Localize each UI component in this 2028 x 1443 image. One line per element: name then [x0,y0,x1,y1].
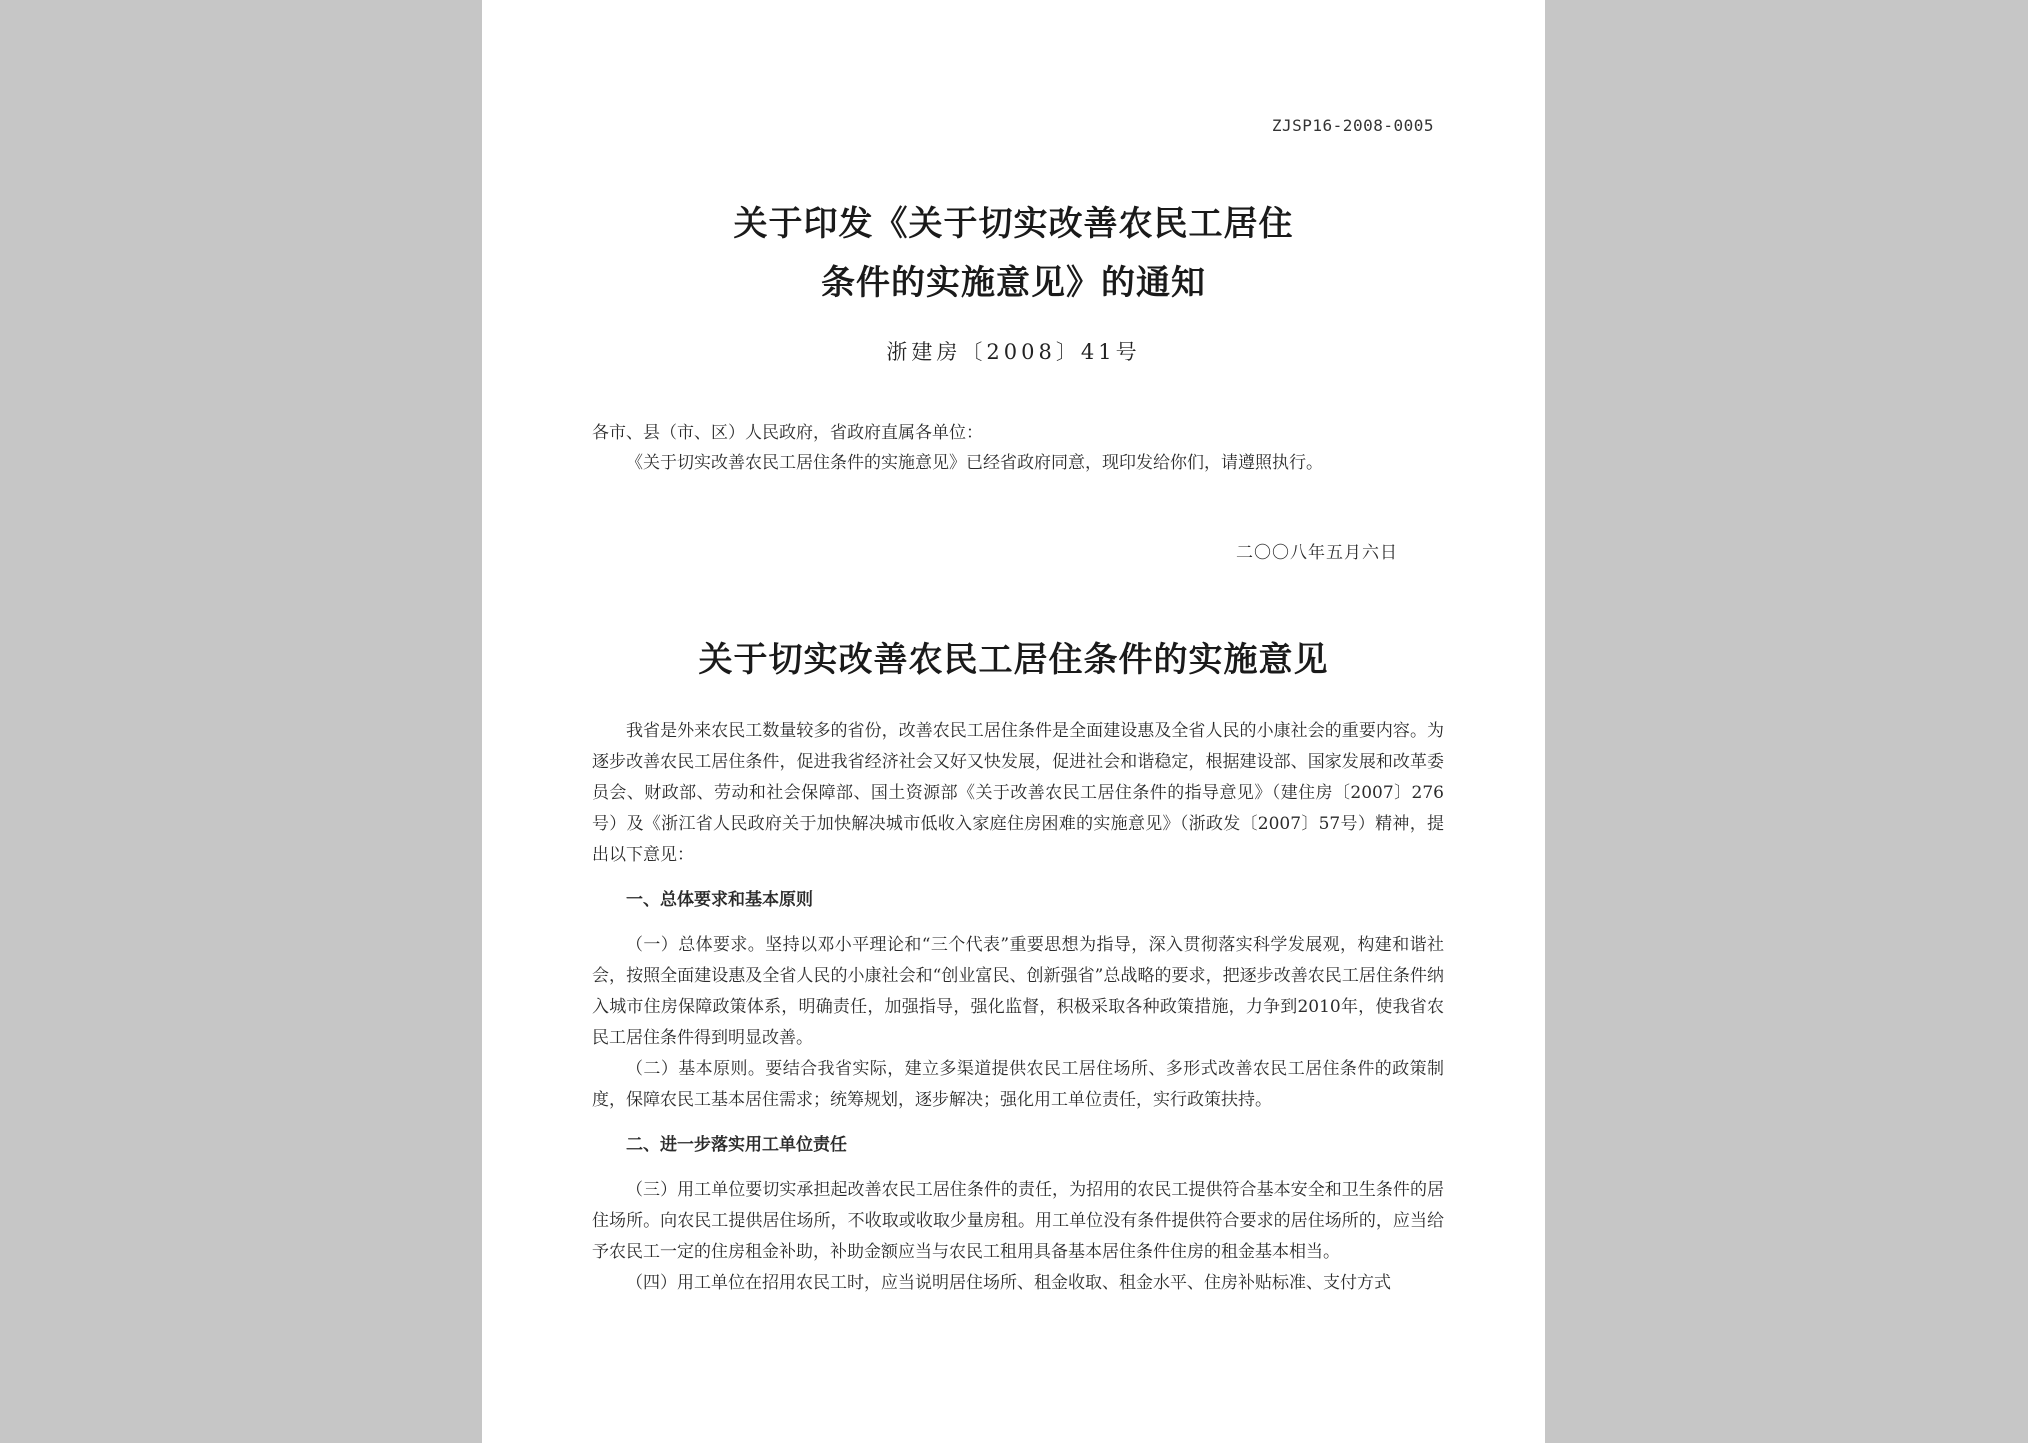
document-page [482,0,1545,1443]
document-number: 浙建房〔2008〕41号 [886,340,1141,364]
section-1-paragraph-2: （二）基本原则。要结合我省实际，建立多渠道提供农民工居住场所、多形式改善农民工居住条件的政策制度，保障农民工基本居住需求；统筹规划，逐步解决；强化用工单位责任，实行政策扶持。 [592,1059,1444,1110]
notice-title-line-1: 关于印发《关于切实改善农民工居住 [733,204,1294,244]
section-1-paragraph-1: （一）总体要求。坚持以邓小平理论和“三个代表”重要思想为指导，深入贯彻落实科学发展观，构建和谐社会，按照全面建设惠及全省人民的小康社会和“创业富民、创新强省”总战略的要求，把逐步改善农民工居住条件纳入城市住房保障政策体系，明确责任，加强指导，强化监督，积极采取各种政策措施，力争到2010年，使我省农民工居住条件得到明显改善。 [592,935,1444,1048]
opinion-title: 关于切实改善农民工居住条件的实施意见 [698,640,1329,680]
issue-date: 二〇〇八年五月六日 [1236,543,1398,563]
intro-paragraph: 我省是外来农民工数量较多的省份，改善农民工居住条件是全面建设惠及全省人民的小康社会的重要内容。为逐步改善农民工居住条件，促进我省经济社会又好又快发展，促进社会和谐稳定，根据建设部、国家发展和改革委员会、财政部、劳动和社会保障部、国土资源部《关于改善农民工居住条件的指导意见》（建住房〔2007〕276号）及《浙江省人民政府关于加快解决城市低收入家庭住房困难的实施意见》（浙政发〔2007〕57号）精神，提出以下意见： [592,721,1444,865]
notice-paragraph: 《关于切实改善农民工居住条件的实施意见》已经省政府同意，现印发给你们，请遵照执行。 [626,453,1323,473]
addressee: 各市、县（市、区）人民政府，省政府直属各单位： [592,423,983,443]
notice-title-line-2: 条件的实施意见》的通知 [821,263,1206,303]
section-heading-1: 一、总体要求和基本原则 [626,890,813,910]
section-2-paragraph-1: （三）用工单位要切实承担起改善农民工居住条件的责任，为招用的农民工提供符合基本安全和卫生条件的居住场所。向农民工提供居住场所，不收取或收取少量房租。用工单位没有条件提供符合要求的居住场所的，应当给予农民工一定的住房租金补助，补助金额应当与农民工租用具备基本居住条件住房的租金基本相当。 [592,1180,1444,1262]
section-heading-2: 二、进一步落实用工单位责任 [626,1135,847,1155]
document-id: ZJSP16-2008-0005 [1271,116,1434,135]
notice-title [482,195,1545,313]
section-2-paragraph-2: （四）用工单位在招用农民工时，应当说明居住场所、租金收取、租金水平、住房补贴标准、支付方式 [626,1273,1391,1293]
opinion-body [592,716,1444,1299]
